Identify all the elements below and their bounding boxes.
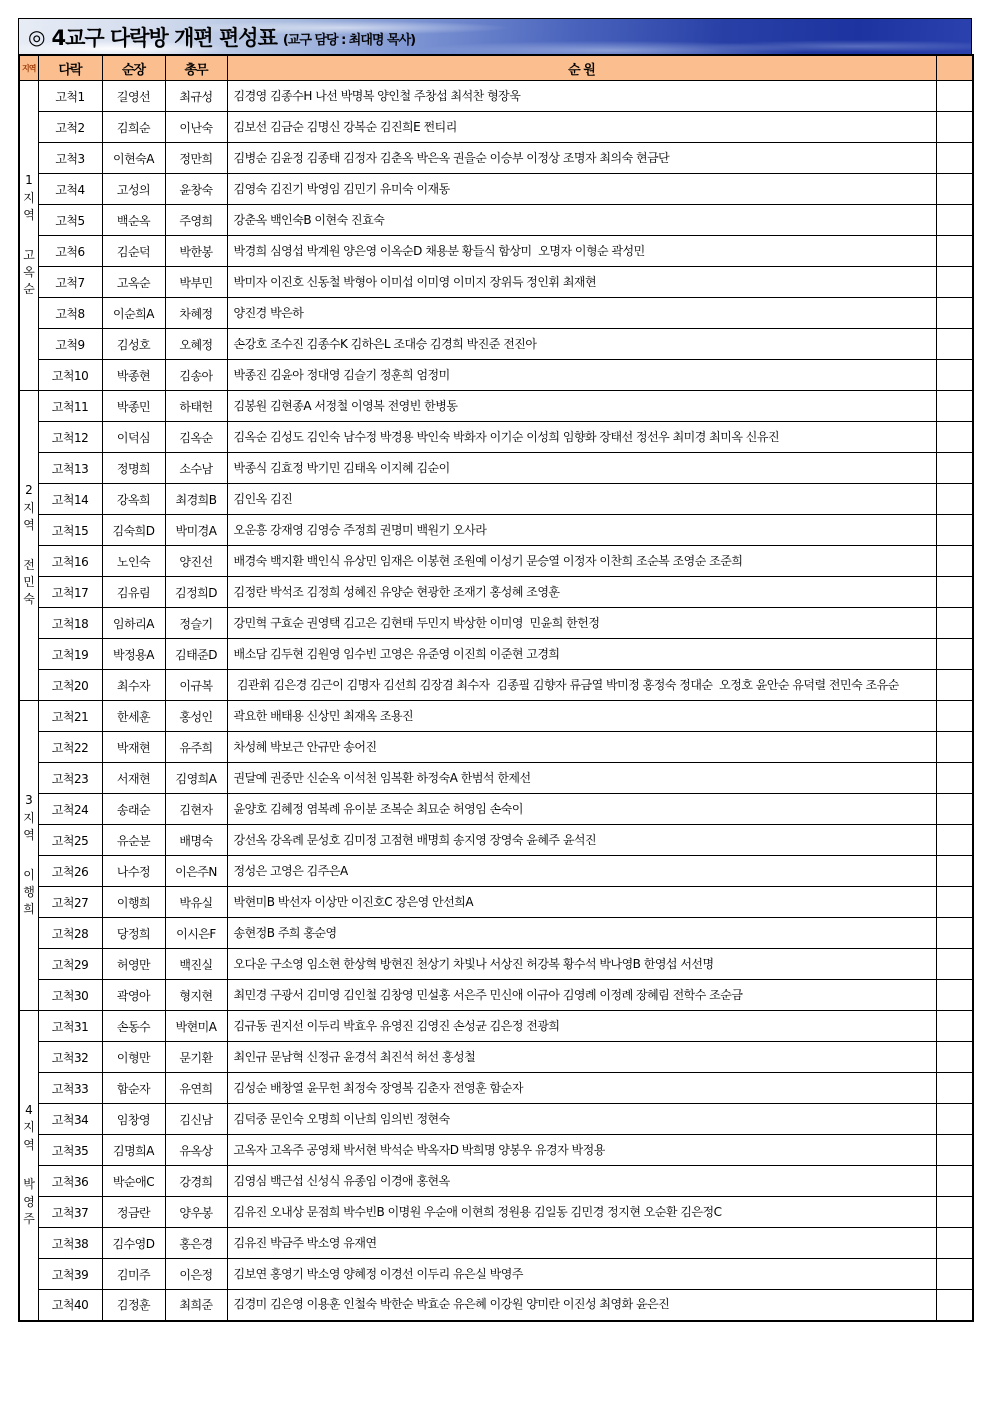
group-cell: 고척16 <box>38 546 102 577</box>
members-cell: 김인옥 김진 <box>227 484 936 515</box>
group-cell: 고척34 <box>38 1104 102 1135</box>
members-cell: 김정란 박석조 김정희 성혜진 유양순 현광한 조재기 홍성혜 조영훈 <box>227 577 936 608</box>
group-cell: 고척15 <box>38 515 102 546</box>
group-cell: 고척31 <box>38 1011 102 1042</box>
group-cell: 고척20 <box>38 670 102 701</box>
empty-cell <box>936 298 973 329</box>
secretary-cell: 최희준 <box>165 1290 227 1321</box>
table-row <box>19 1197 973 1228</box>
members-cell: 권달예 권중만 신순옥 이석천 임복환 하정숙A 한범석 한제선 <box>227 763 936 794</box>
members-cell: 김보연 홍영기 박소영 양혜정 이경선 이두리 유은실 박영주 <box>227 1259 936 1290</box>
leader-cell: 임창영 <box>102 1104 165 1135</box>
leader-cell: 김성호 <box>102 329 165 360</box>
leader-cell: 송래순 <box>102 794 165 825</box>
members-cell: 양진경 박은하 <box>227 298 936 329</box>
group-cell: 고척17 <box>38 577 102 608</box>
group-cell: 고척2 <box>38 112 102 143</box>
secretary-cell: 차혜정 <box>165 298 227 329</box>
leader-cell: 서재현 <box>102 763 165 794</box>
group-cell: 고척13 <box>38 453 102 484</box>
secretary-cell: 김신남 <box>165 1104 227 1135</box>
leader-cell: 박종민 <box>102 391 165 422</box>
members-cell: 배경숙 백지환 백인식 유상민 임재은 이봉현 조원예 이성기 문승열 이정자 이찬희 조순복 조영순 조준희 <box>227 546 936 577</box>
table-row <box>19 1042 973 1073</box>
secretary-cell: 배명숙 <box>165 825 227 856</box>
members-cell: 김영심 백근섭 신성식 유종임 이경애 홍현옥 <box>227 1166 936 1197</box>
leader-cell: 고옥순 <box>102 267 165 298</box>
secretary-cell: 김현자 <box>165 794 227 825</box>
table-row <box>19 732 973 763</box>
group-cell: 고척23 <box>38 763 102 794</box>
members-cell: 정성은 고영은 김주은A <box>227 856 936 887</box>
table-row <box>19 1259 973 1290</box>
table-row <box>19 143 973 174</box>
group-cell: 고척18 <box>38 608 102 639</box>
table-row <box>19 391 973 422</box>
table-row <box>19 949 973 980</box>
empty-cell <box>936 763 973 794</box>
members-cell: 강춘옥 백인숙B 이현숙 진효숙 <box>227 205 936 236</box>
group-cell: 고척38 <box>38 1228 102 1259</box>
table-row <box>19 701 973 732</box>
empty-cell <box>936 329 973 360</box>
table-row <box>19 887 973 918</box>
table-row <box>19 763 973 794</box>
secretary-cell: 윤창숙 <box>165 174 227 205</box>
group-cell: 고척14 <box>38 484 102 515</box>
header-row <box>19 55 973 81</box>
empty-cell <box>936 422 973 453</box>
empty-cell <box>936 825 973 856</box>
secretary-cell: 최경희B <box>165 484 227 515</box>
table-row <box>19 1166 973 1197</box>
leader-cell: 이순희A <box>102 298 165 329</box>
empty-cell <box>936 143 973 174</box>
empty-cell <box>936 1290 973 1321</box>
secretary-cell: 이난숙 <box>165 112 227 143</box>
empty-cell <box>936 1259 973 1290</box>
group-cell: 고척37 <box>38 1197 102 1228</box>
group-cell: 고척27 <box>38 887 102 918</box>
leader-cell: 곽영아 <box>102 980 165 1011</box>
secretary-cell: 김송아 <box>165 360 227 391</box>
group-cell: 고척33 <box>38 1073 102 1104</box>
secretary-cell: 양진선 <box>165 546 227 577</box>
secretary-cell: 오혜정 <box>165 329 227 360</box>
members-cell: 윤양호 김혜정 염복례 유이분 조복순 최묘순 허영임 손숙이 <box>227 794 936 825</box>
secretary-cell: 박현미A <box>165 1011 227 1042</box>
leader-cell: 이현숙A <box>102 143 165 174</box>
members-cell: 김규동 권지선 이두리 박효우 유영진 김영진 손성균 김은정 전광희 <box>227 1011 936 1042</box>
empty-cell <box>936 205 973 236</box>
members-cell: 김유진 박금주 박소영 유재연 <box>227 1228 936 1259</box>
leader-cell: 김순덕 <box>102 236 165 267</box>
table-row <box>19 112 973 143</box>
table-row <box>19 918 973 949</box>
sheet <box>18 18 972 1322</box>
empty-cell <box>936 236 973 267</box>
leader-cell: 정금란 <box>102 1197 165 1228</box>
region-label: 1 지 역 고 옥 순 <box>19 81 38 391</box>
table-row <box>19 1228 973 1259</box>
secretary-cell: 이은정 <box>165 1259 227 1290</box>
leader-cell: 최수자 <box>102 670 165 701</box>
table-row <box>19 1135 973 1166</box>
table-row <box>19 267 973 298</box>
secretary-cell: 하태헌 <box>165 391 227 422</box>
leader-cell: 정명희 <box>102 453 165 484</box>
members-cell: 김봉원 김현종A 서정철 이영복 전영빈 한병동 <box>227 391 936 422</box>
group-cell: 고척40 <box>38 1290 102 1321</box>
empty-cell <box>936 701 973 732</box>
leader-cell: 박정용A <box>102 639 165 670</box>
empty-cell <box>936 1073 973 1104</box>
group-cell: 고척1 <box>38 81 102 112</box>
empty-cell <box>936 267 973 298</box>
table-row <box>19 515 973 546</box>
empty-cell <box>936 980 973 1011</box>
empty-cell <box>936 887 973 918</box>
table-row <box>19 81 973 112</box>
table-row <box>19 484 973 515</box>
empty-cell <box>936 732 973 763</box>
group-cell: 고척28 <box>38 918 102 949</box>
members-cell: 김유진 오내상 문점희 박수빈B 이명원 우순애 이현희 정원용 김일동 김민경 정지현 오순환 김은정C <box>227 1197 936 1228</box>
members-cell: 김보선 김금순 김명신 강복순 김진희E 쩐티리 <box>227 112 936 143</box>
group-cell: 고척22 <box>38 732 102 763</box>
secretary-cell: 박한봉 <box>165 236 227 267</box>
secretary-cell: 홍성인 <box>165 701 227 732</box>
secretary-cell: 백진실 <box>165 949 227 980</box>
members-cell: 최민경 구광서 김미영 김인철 김창영 민설홍 서은주 민신애 이규아 김영례 이정례 장혜림 전학수 조순금 <box>227 980 936 1011</box>
members-cell: 곽요한 배태용 신상민 최재옥 조용진 <box>227 701 936 732</box>
members-cell: 박종식 김효정 박기민 김태옥 이지혜 김순이 <box>227 453 936 484</box>
group-cell: 고척36 <box>38 1166 102 1197</box>
page-subtitle: (교구 담당 : 최대명 목사) <box>282 33 416 48</box>
secretary-cell: 이시은F <box>165 918 227 949</box>
double-circle-icon: ◎ <box>28 24 46 49</box>
group-cell: 고척6 <box>38 236 102 267</box>
table-row <box>19 577 973 608</box>
members-cell: 김성순 배창열 윤무헌 최정숙 장영복 김춘자 전영훈 함순자 <box>227 1073 936 1104</box>
table-row <box>19 980 973 1011</box>
secretary-cell: 김태준D <box>165 639 227 670</box>
roster-table <box>18 54 974 1322</box>
leader-cell: 나수정 <box>102 856 165 887</box>
members-cell: 오다운 구소영 임소현 한상혁 방현진 천상기 차빛나 서상진 허강복 황수석 박나영B 한영섭 서선명 <box>227 949 936 980</box>
secretary-cell: 김옥순 <box>165 422 227 453</box>
empty-cell <box>936 794 973 825</box>
secretary-cell: 문기환 <box>165 1042 227 1073</box>
table-row <box>19 1011 973 1042</box>
secretary-cell: 최규성 <box>165 81 227 112</box>
members-cell: 오운흥 강재영 김영승 주정희 권명미 백원기 오사라 <box>227 515 936 546</box>
leader-cell: 허영만 <box>102 949 165 980</box>
table-row <box>19 639 973 670</box>
secretary-cell: 홍은경 <box>165 1228 227 1259</box>
empty-cell <box>936 608 973 639</box>
empty-cell <box>936 1135 973 1166</box>
group-cell: 고척32 <box>38 1042 102 1073</box>
leader-cell: 이덕심 <box>102 422 165 453</box>
members-cell: 최인규 문남혁 신정규 윤경석 최진석 허선 홍성철 <box>227 1042 936 1073</box>
group-cell: 고척10 <box>38 360 102 391</box>
header-empty <box>936 55 973 81</box>
group-cell: 고척39 <box>38 1259 102 1290</box>
leader-cell: 강옥희 <box>102 484 165 515</box>
group-cell: 고척11 <box>38 391 102 422</box>
secretary-cell: 양우봉 <box>165 1197 227 1228</box>
region-label: 2 지 역 전 민 숙 <box>19 391 38 701</box>
table-row <box>19 1073 973 1104</box>
empty-cell <box>936 1042 973 1073</box>
leader-cell: 박재현 <box>102 732 165 763</box>
empty-cell <box>936 918 973 949</box>
leader-cell: 김수영D <box>102 1228 165 1259</box>
secretary-cell: 박유실 <box>165 887 227 918</box>
group-cell: 고척19 <box>38 639 102 670</box>
members-cell: 손강호 조수진 김종수K 김하은L 조대승 김경희 박진준 전진아 <box>227 329 936 360</box>
members-cell: 송현정B 주희 홍순영 <box>227 918 936 949</box>
secretary-cell: 형지현 <box>165 980 227 1011</box>
empty-cell <box>936 112 973 143</box>
table-row <box>19 453 973 484</box>
header-members: 순 원 <box>227 55 936 81</box>
empty-cell <box>936 577 973 608</box>
leader-cell: 김숙희D <box>102 515 165 546</box>
leader-cell: 당정희 <box>102 918 165 949</box>
empty-cell <box>936 1104 973 1135</box>
group-cell: 고척8 <box>38 298 102 329</box>
members-cell: 김옥순 김성도 김인숙 남수정 박경용 박인숙 박화자 이기순 이성희 임향화 장태선 정선우 최미경 최미옥 신유진 <box>227 422 936 453</box>
leader-cell: 김미주 <box>102 1259 165 1290</box>
region-label: 3 지 역 이 행 희 <box>19 701 38 1011</box>
leader-cell: 김정훈 <box>102 1290 165 1321</box>
members-cell: 차성혜 박보근 안규만 송어진 <box>227 732 936 763</box>
members-cell: 김경미 김은영 이용훈 인철숙 박한순 박효순 유은혜 이강원 양미란 이진성 최영화 윤은진 <box>227 1290 936 1321</box>
empty-cell <box>936 174 973 205</box>
group-cell: 고척25 <box>38 825 102 856</box>
members-cell: 김병순 김윤정 김종태 김정자 김춘옥 박은옥 권을순 이승부 이정상 조명자 최의숙 현금단 <box>227 143 936 174</box>
members-cell: 김관휘 김은경 김근이 김명자 김선희 김장겸 최수자 김종필 김향자 류금열 박미정 홍정숙 정대순 오정호 윤안순 유덕렬 전민숙 조유순 <box>227 670 936 701</box>
leader-cell: 이행희 <box>102 887 165 918</box>
empty-cell <box>936 639 973 670</box>
members-cell: 김덕중 문인숙 오명희 이난희 임의빈 정현숙 <box>227 1104 936 1135</box>
empty-cell <box>936 360 973 391</box>
empty-cell <box>936 391 973 422</box>
empty-cell <box>936 1228 973 1259</box>
leader-cell: 한세훈 <box>102 701 165 732</box>
table-row <box>19 422 973 453</box>
table-row <box>19 825 973 856</box>
members-cell: 박종진 김윤아 정대영 김슬기 정훈희 엄정미 <box>227 360 936 391</box>
secretary-cell: 이규복 <box>165 670 227 701</box>
table-row <box>19 360 973 391</box>
secretary-cell: 김정희D <box>165 577 227 608</box>
members-cell: 김영숙 김진기 박영임 김민기 유미숙 이재동 <box>227 174 936 205</box>
secretary-cell: 강경희 <box>165 1166 227 1197</box>
secretary-cell: 유옥상 <box>165 1135 227 1166</box>
table-row <box>19 329 973 360</box>
table-row <box>19 174 973 205</box>
leader-cell: 손동수 <box>102 1011 165 1042</box>
group-cell: 고척21 <box>38 701 102 732</box>
secretary-cell: 유연희 <box>165 1073 227 1104</box>
table-row <box>19 205 973 236</box>
leader-cell: 백순옥 <box>102 205 165 236</box>
group-cell: 고척24 <box>38 794 102 825</box>
members-cell: 박미자 이진호 신동철 박형아 이미섭 이미영 이미지 장위득 정인휘 최재현 <box>227 267 936 298</box>
header-secretary: 총무 <box>165 55 227 81</box>
leader-cell: 김명희A <box>102 1135 165 1166</box>
leader-cell: 길영선 <box>102 81 165 112</box>
leader-cell: 김희순 <box>102 112 165 143</box>
page-title: 4교구 다락방 개편 편성표 <box>51 25 277 50</box>
leader-cell: 함순자 <box>102 1073 165 1104</box>
group-cell: 고척30 <box>38 980 102 1011</box>
empty-cell <box>936 1166 973 1197</box>
table-row <box>19 236 973 267</box>
table-row <box>19 546 973 577</box>
empty-cell <box>936 856 973 887</box>
empty-cell <box>936 484 973 515</box>
table-row <box>19 1104 973 1135</box>
members-cell: 고옥자 고옥주 공영채 박서현 박석순 박옥자D 박희명 양봉우 유경자 박정용 <box>227 1135 936 1166</box>
empty-cell <box>936 515 973 546</box>
table-row <box>19 608 973 639</box>
secretary-cell: 이은주N <box>165 856 227 887</box>
leader-cell: 노인숙 <box>102 546 165 577</box>
table-row <box>19 670 973 701</box>
group-cell: 고척26 <box>38 856 102 887</box>
group-cell: 고척9 <box>38 329 102 360</box>
group-cell: 고척3 <box>38 143 102 174</box>
secretary-cell: 박미경A <box>165 515 227 546</box>
secretary-cell: 유주희 <box>165 732 227 763</box>
leader-cell: 박종현 <box>102 360 165 391</box>
table-row <box>19 1290 973 1321</box>
leader-cell: 임하리A <box>102 608 165 639</box>
title-banner <box>18 18 972 54</box>
leader-cell: 유순분 <box>102 825 165 856</box>
table-row <box>19 794 973 825</box>
members-cell: 박현미B 박선자 이상만 이진호C 장은영 안선희A <box>227 887 936 918</box>
members-cell: 박경희 심영섭 박계원 양은영 이옥순D 채용분 황들식 함상미 오명자 이형순 곽성민 <box>227 236 936 267</box>
leader-cell: 박순애C <box>102 1166 165 1197</box>
empty-cell <box>936 81 973 112</box>
members-cell: 강민혁 구효순 권영택 김고은 김현태 두민지 박상한 이미영 민윤희 한헌정 <box>227 608 936 639</box>
group-cell: 고척7 <box>38 267 102 298</box>
empty-cell <box>936 1011 973 1042</box>
leader-cell: 김유림 <box>102 577 165 608</box>
secretary-cell: 정슬기 <box>165 608 227 639</box>
secretary-cell: 주영희 <box>165 205 227 236</box>
header-group: 다락 <box>38 55 102 81</box>
header-region: 지역 <box>19 55 38 81</box>
region-label: 4 지 역 박 영 주 <box>19 1011 38 1321</box>
leader-cell: 이형만 <box>102 1042 165 1073</box>
header-leader: 순장 <box>102 55 165 81</box>
table-row <box>19 856 973 887</box>
members-cell: 김경영 김종수H 나선 박명복 양인철 주창섭 최석찬 형장욱 <box>227 81 936 112</box>
secretary-cell: 소수남 <box>165 453 227 484</box>
empty-cell <box>936 546 973 577</box>
secretary-cell: 김영희A <box>165 763 227 794</box>
group-cell: 고척12 <box>38 422 102 453</box>
group-cell: 고척29 <box>38 949 102 980</box>
table-row <box>19 298 973 329</box>
group-cell: 고척35 <box>38 1135 102 1166</box>
members-cell: 배소담 김두현 김원영 임수빈 고영은 유준영 이진희 이준현 고경희 <box>227 639 936 670</box>
secretary-cell: 정만희 <box>165 143 227 174</box>
empty-cell <box>936 949 973 980</box>
empty-cell <box>936 453 973 484</box>
group-cell: 고척5 <box>38 205 102 236</box>
empty-cell <box>936 1197 973 1228</box>
group-cell: 고척4 <box>38 174 102 205</box>
members-cell: 강선옥 강옥례 문성호 김미정 고점현 배명희 송지영 장영숙 윤혜주 윤석진 <box>227 825 936 856</box>
empty-cell <box>936 670 973 701</box>
secretary-cell: 박부민 <box>165 267 227 298</box>
leader-cell: 고성의 <box>102 174 165 205</box>
